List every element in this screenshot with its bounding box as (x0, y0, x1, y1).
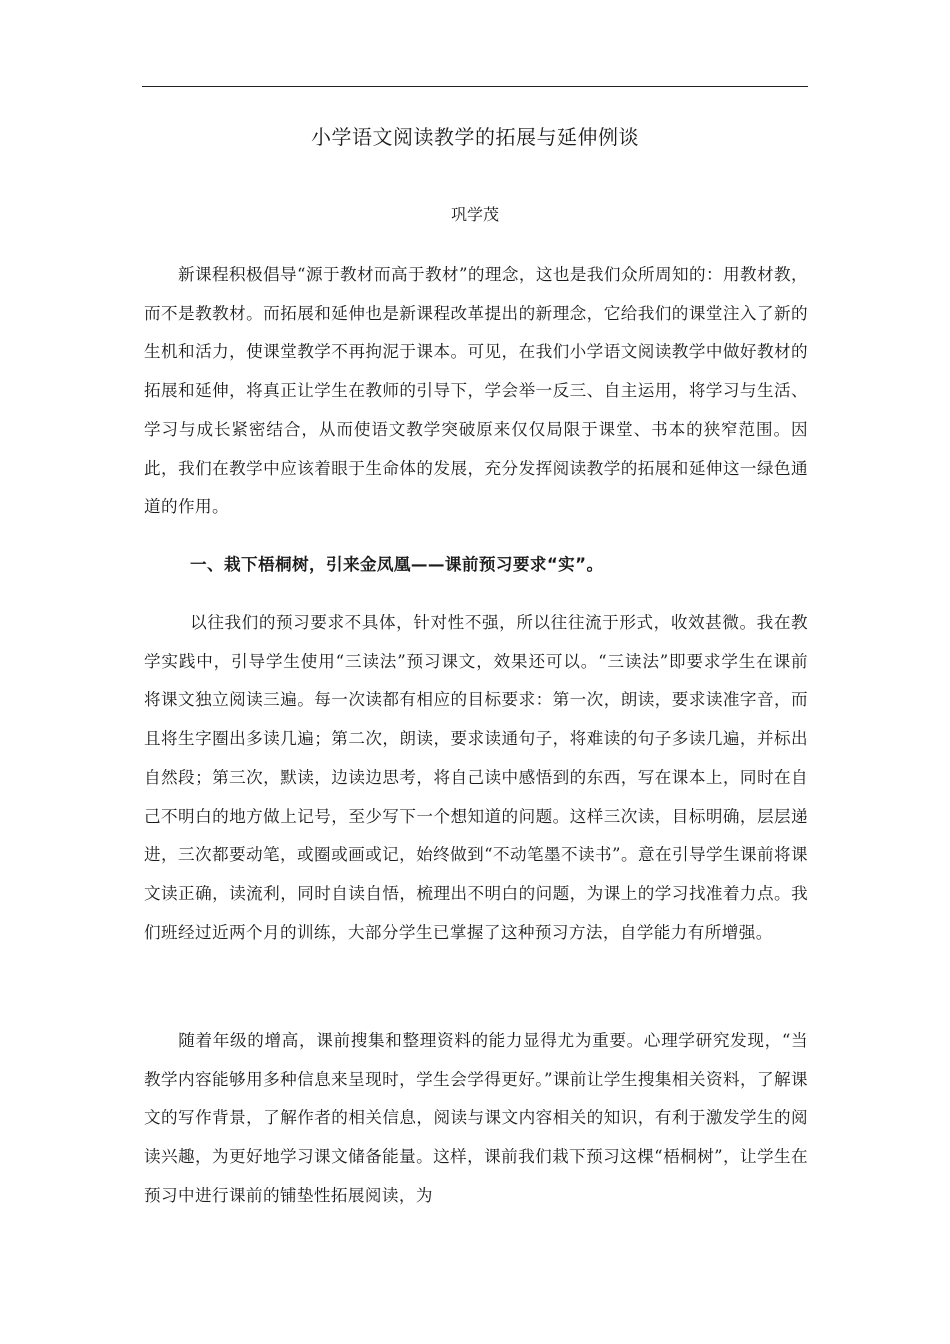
section-heading: 一、栽下梧桐树，引来金凤凰——课前预习要求“实”。 (190, 555, 604, 574)
paragraph-text: 以往我们的预习要求不具体，针对性不强，所以往往流于形式，收效甚微。我在教学实践中，引导学生使用“三读法”预习课文，效果还可以。“三读法”即要求学生在课前将课文独立阅读三遍。每一次读都有相应的目标要求：第一次，朗读，要求读准字音，而且将生字圈出多读几遍；第二次，朗读，要求读通句子，将难读的句子多读几遍，并标出自然段；第三次，默读，边读边思考，将自己读中感悟到的东西，写在课本上，同时在自己不明白的地方做上记号，至少写下一个想知道的问题。这样三次读，目标明确，层层递进，三次都要动笔，或圈或画或记，始终做到“不动笔墨不读书”。意在引导学生课前将课文读正确，读流利，同时自读自悟，梳理出不明白的问题，为课上的学习找准着力点。我们班经过近两个月的训练，大部分学生已掌握了这种预习方法，自学能力有所增强。 (144, 613, 808, 942)
paragraph-text: 新课程积极倡导“源于教材而高于教材”的理念，这也是我们众所周知的：用教材教，而不是教教材。而拓展和延伸也是新课程改革提出的新理念，它给我们的课堂注入了新的生机和活力，使课堂教学不再拘泥于课本。可见，在我们小学语文阅读教学中做好教材的拓展和延伸，将真正让学生在教师的引导下，学会举一反三、自主运用，将学习与生活、学习与成长紧密结合，从而使语文教学突破原来仅仅局限于课堂、书本的狭窄范围。因此，我们在教学中应该着眼于生命体的发展，充分发挥阅读教学的拓展和延伸这一绿色通道的作用。 (144, 265, 808, 517)
body-paragraph (144, 1022, 808, 1216)
header-rule (142, 86, 808, 87)
document-title: 小学语文阅读教学的拓展与延伸例谈 (311, 125, 639, 149)
body-paragraph (144, 256, 808, 527)
author-name: 巩学茂 (450, 205, 499, 224)
body-paragraph (144, 604, 808, 952)
paragraph-text: 随着年级的增高，课前搜集和整理资料的能力显得尤为重要。心理学研究发现，“当教学内容能够用多种信息来呈现时，学生会学得更好。”课前让学生搜集相关资料，了解课文的写作背景，了解作者的相关信息，阅读与课文内容相关的知识，有利于激发学生的阅读兴趣，为更好地学习课文储备能量。这样，课前我们栽下预习这棵“梧桐树”，让学生在预习中进行课前的铺垫性拓展阅读，为 (144, 1031, 808, 1205)
